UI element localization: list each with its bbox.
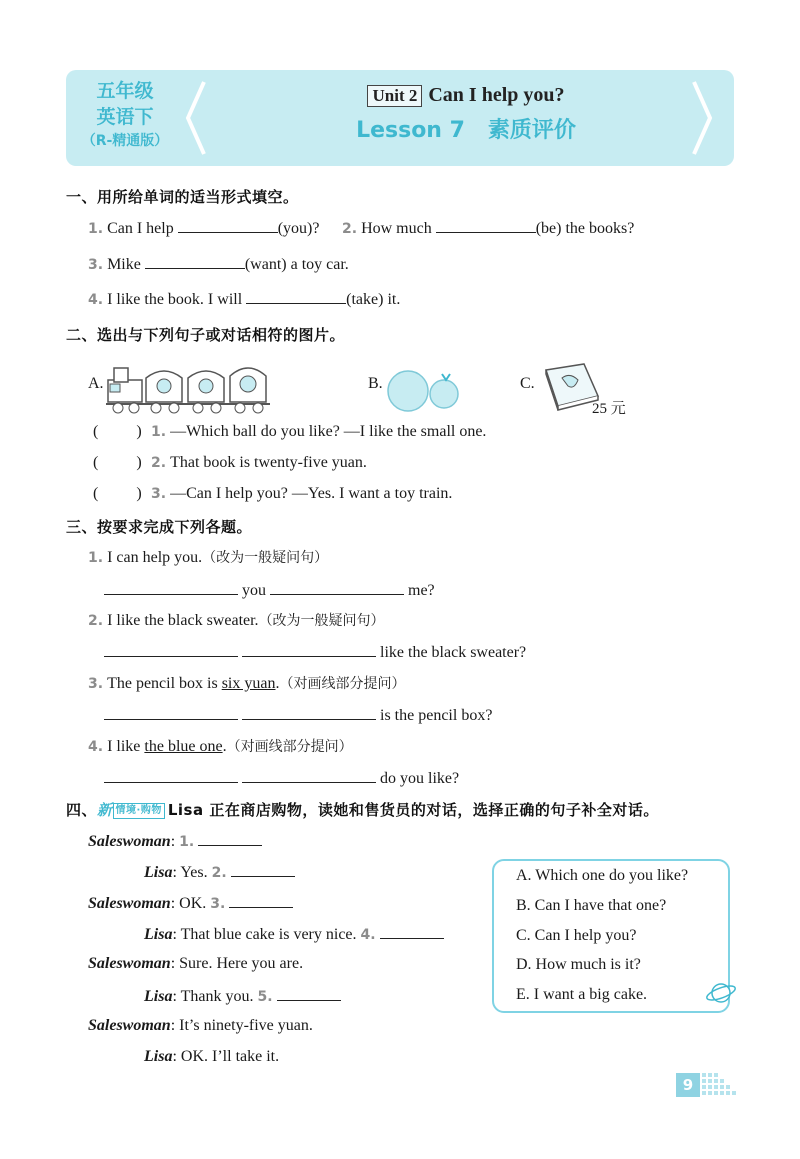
dialogue-number: 1. bbox=[179, 834, 195, 850]
s1-q2-pre: How much bbox=[361, 220, 432, 237]
s3-a1-mid: you bbox=[242, 582, 266, 599]
dialogue-text: OK. bbox=[179, 895, 207, 912]
s1-q1-blank[interactable] bbox=[178, 218, 278, 233]
section4-heading bbox=[66, 799, 659, 820]
toy-train-icon bbox=[104, 360, 274, 416]
s3-question-1 bbox=[88, 547, 328, 567]
planet-icon bbox=[704, 978, 738, 1008]
dialogue-blank-2[interactable] bbox=[231, 862, 295, 877]
subject-label: 英语下 bbox=[96, 106, 154, 128]
dialogue-text: It’s ninety-five yuan. bbox=[179, 1017, 313, 1034]
s1-q2-number: 2. bbox=[342, 221, 358, 237]
dialogue-line-2: Lisa: Yes. 2. bbox=[144, 862, 295, 882]
dialogue-number: 2. bbox=[211, 865, 227, 881]
s1-q2-blank[interactable] bbox=[436, 218, 536, 233]
speaker: Saleswoman bbox=[88, 895, 171, 912]
s1-q3-blank[interactable] bbox=[145, 254, 245, 269]
section3-heading: 三、按要求完成下列各题。 bbox=[66, 518, 253, 536]
option-b: B. Can I have that one? bbox=[516, 897, 667, 914]
grade-block bbox=[66, 78, 184, 152]
dialogue-number: 3. bbox=[210, 896, 226, 912]
s1-q1-number: 1. bbox=[88, 221, 104, 237]
s3-a2-blank-2[interactable] bbox=[242, 642, 376, 657]
lesson-line bbox=[206, 113, 726, 144]
s2-item-1 bbox=[93, 423, 486, 441]
s3-question-2 bbox=[88, 610, 385, 630]
s4-heading-prefix: 四、 bbox=[66, 801, 98, 819]
s1-q4-post: (take) it. bbox=[346, 291, 401, 308]
title-area bbox=[206, 84, 726, 144]
s3-a3-blank-1[interactable] bbox=[104, 705, 238, 720]
s1-question-1 bbox=[88, 218, 319, 238]
s3-a1-blank-1[interactable] bbox=[104, 580, 238, 595]
options-box bbox=[492, 859, 730, 1013]
s1-q3-pre: Mike bbox=[107, 256, 141, 273]
unit-tag: Unit 2 bbox=[367, 85, 422, 107]
lesson-subtitle: 素质评价 bbox=[487, 118, 576, 143]
context-tag: 情境·购物 bbox=[113, 803, 165, 819]
s3-a3-blank-2[interactable] bbox=[242, 705, 376, 720]
speaker: Lisa bbox=[144, 1048, 173, 1065]
picture-a-label: A. bbox=[88, 375, 104, 392]
page-number: 9 bbox=[676, 1073, 700, 1097]
s3-a1-end: me? bbox=[408, 582, 435, 599]
s1-q4-pre: I like the book. I will bbox=[107, 291, 243, 308]
speaker: Saleswoman bbox=[88, 1017, 171, 1034]
s3-q2-text: I like the black sweater. bbox=[107, 612, 259, 629]
dialogue-text: That blue cake is very nice. bbox=[180, 926, 357, 943]
s1-q3-post: (want) a toy car. bbox=[244, 256, 349, 273]
dialogue-blank-5[interactable] bbox=[277, 986, 341, 1001]
s3-q1-hint: （改为一般疑问句） bbox=[202, 550, 329, 566]
dialogue-text: OK. I’ll take it. bbox=[180, 1048, 280, 1065]
s2-item-3 bbox=[93, 485, 452, 503]
speaker: Lisa bbox=[144, 864, 173, 881]
s3-answer-3 bbox=[104, 705, 492, 725]
lesson-label: Lesson 7 bbox=[356, 118, 465, 143]
s1-question-2 bbox=[342, 218, 634, 238]
dialogue-number: 4. bbox=[360, 927, 376, 943]
s3-a4-blank-1[interactable] bbox=[104, 768, 238, 783]
s3-a2-blank-1[interactable] bbox=[104, 642, 238, 657]
section2-heading: 二、选出与下列句子或对话相符的图片。 bbox=[66, 326, 346, 344]
dialogue-text: Thank you. bbox=[180, 988, 254, 1005]
s3-a4-blank-2[interactable] bbox=[242, 768, 376, 783]
s3-q4-pre: I like bbox=[107, 738, 145, 755]
picture-b-label: B. bbox=[368, 375, 383, 392]
s1-q1-pre: Can I help bbox=[107, 220, 174, 237]
section1-heading: 一、用所给单词的适当形式填空。 bbox=[66, 188, 299, 206]
s2-item-1-number: 1. bbox=[151, 424, 167, 440]
s3-answer-4 bbox=[104, 768, 459, 788]
s1-q1-post: (you)? bbox=[277, 220, 320, 237]
option-d: D. How much is it? bbox=[516, 956, 641, 973]
dialogue-blank-3[interactable] bbox=[229, 893, 293, 908]
dialogue-number: 5. bbox=[257, 989, 273, 1005]
speaker: Lisa bbox=[144, 926, 173, 943]
s3-a1-blank-2[interactable] bbox=[270, 580, 404, 595]
s1-q3-number: 3. bbox=[88, 257, 104, 273]
s3-q1-number: 1. bbox=[88, 550, 104, 566]
s2-item-2 bbox=[93, 454, 367, 472]
new-badge: 新 bbox=[97, 801, 113, 819]
s2-item-3-paren[interactable]: ( ) bbox=[93, 485, 142, 502]
option-a: A. Which one do you like? bbox=[516, 867, 689, 884]
s3-q2-number: 2. bbox=[88, 613, 104, 629]
dialogue-line-3: Saleswoman: OK. 3. bbox=[88, 893, 293, 913]
s3-q4-post: . bbox=[222, 738, 227, 755]
dialogue-line-1: Saleswoman: 1. bbox=[88, 831, 262, 851]
dialogue-text: Sure. Here you are. bbox=[179, 955, 304, 972]
speaker: Saleswoman bbox=[88, 955, 171, 972]
option-c: C. Can I help you? bbox=[516, 927, 637, 944]
dialogue-text: Yes. bbox=[180, 864, 208, 881]
s3-question-3 bbox=[88, 673, 405, 693]
s3-a3-end: is the pencil box? bbox=[380, 707, 493, 724]
edition-label: （R-精通版） bbox=[81, 133, 169, 149]
s3-q3-number: 3. bbox=[88, 676, 104, 692]
s3-q4-number: 4. bbox=[88, 739, 104, 755]
dialogue-line-4: Lisa: That blue cake is very nice. 4. bbox=[144, 924, 444, 944]
s2-item-2-text: That book is twenty-five yuan. bbox=[170, 454, 367, 471]
dialogue-blank-4[interactable] bbox=[380, 924, 444, 939]
s3-q3-pre: The pencil box is bbox=[107, 675, 222, 692]
s2-item-3-text: —Can I help you? —Yes. I want a toy train. bbox=[170, 485, 453, 502]
s3-q2-hint: （改为一般疑问句） bbox=[258, 613, 385, 629]
s2-item-1-text: —Which ball do you like? —I like the small one. bbox=[170, 423, 487, 440]
s2-item-2-number: 2. bbox=[151, 455, 167, 471]
s1-question-3 bbox=[88, 254, 349, 274]
unit-title: Can I help you? bbox=[428, 84, 565, 106]
s1-question-4 bbox=[88, 289, 400, 309]
s3-q4-hint: （对画线部分提问） bbox=[226, 739, 353, 755]
dialogue-blank-1[interactable] bbox=[198, 831, 262, 846]
option-e: E. I want a big cake. bbox=[516, 986, 648, 1003]
s1-q4-number: 4. bbox=[88, 292, 104, 308]
s3-q1-text: I can help you. bbox=[107, 549, 203, 566]
s3-q3-post: . bbox=[275, 675, 280, 692]
s3-question-4 bbox=[88, 736, 353, 756]
s3-a4-end: do you like? bbox=[380, 770, 460, 787]
dialogue-line-6: Lisa: Thank you. 5. bbox=[144, 986, 341, 1006]
book-price: 25 元 bbox=[592, 401, 626, 417]
s2-item-2-paren[interactable]: ( ) bbox=[93, 454, 142, 471]
s3-q3-underlined: six yuan bbox=[221, 675, 276, 692]
s3-q4-underlined: the blue one bbox=[144, 738, 223, 755]
s3-a2-end: like the black sweater? bbox=[380, 644, 527, 661]
two-balls-icon bbox=[386, 368, 466, 414]
left-chevron-icon bbox=[184, 78, 208, 158]
s2-item-3-number: 3. bbox=[151, 486, 167, 502]
unit-line bbox=[206, 84, 726, 107]
speaker: Saleswoman bbox=[88, 833, 171, 850]
s4-heading-text: Lisa 正在商店购物，读她和售货员的对话，选择正确的句子补全对话。 bbox=[167, 801, 659, 819]
dialogue-line-5: Saleswoman: Sure. Here you are. bbox=[88, 955, 304, 972]
s3-q3-hint: （对画线部分提问） bbox=[279, 676, 406, 692]
s1-q4-blank[interactable] bbox=[246, 289, 346, 304]
s1-q2-post: (be) the books? bbox=[535, 220, 635, 237]
picture-c-label: C. bbox=[520, 375, 535, 392]
speaker: Lisa bbox=[144, 988, 173, 1005]
dialogue-line-7: Saleswoman: It’s ninety-five yuan. bbox=[88, 1017, 313, 1034]
s2-item-1-paren[interactable]: ( ) bbox=[93, 423, 142, 440]
grade-label: 五年级 bbox=[96, 80, 154, 102]
dialogue-line-8: Lisa: OK. I’ll take it. bbox=[144, 1048, 280, 1065]
dot-grid-decoration-icon bbox=[702, 1073, 736, 1097]
s3-answer-1 bbox=[104, 580, 435, 600]
header-banner bbox=[66, 70, 734, 166]
s3-answer-2 bbox=[104, 642, 526, 662]
